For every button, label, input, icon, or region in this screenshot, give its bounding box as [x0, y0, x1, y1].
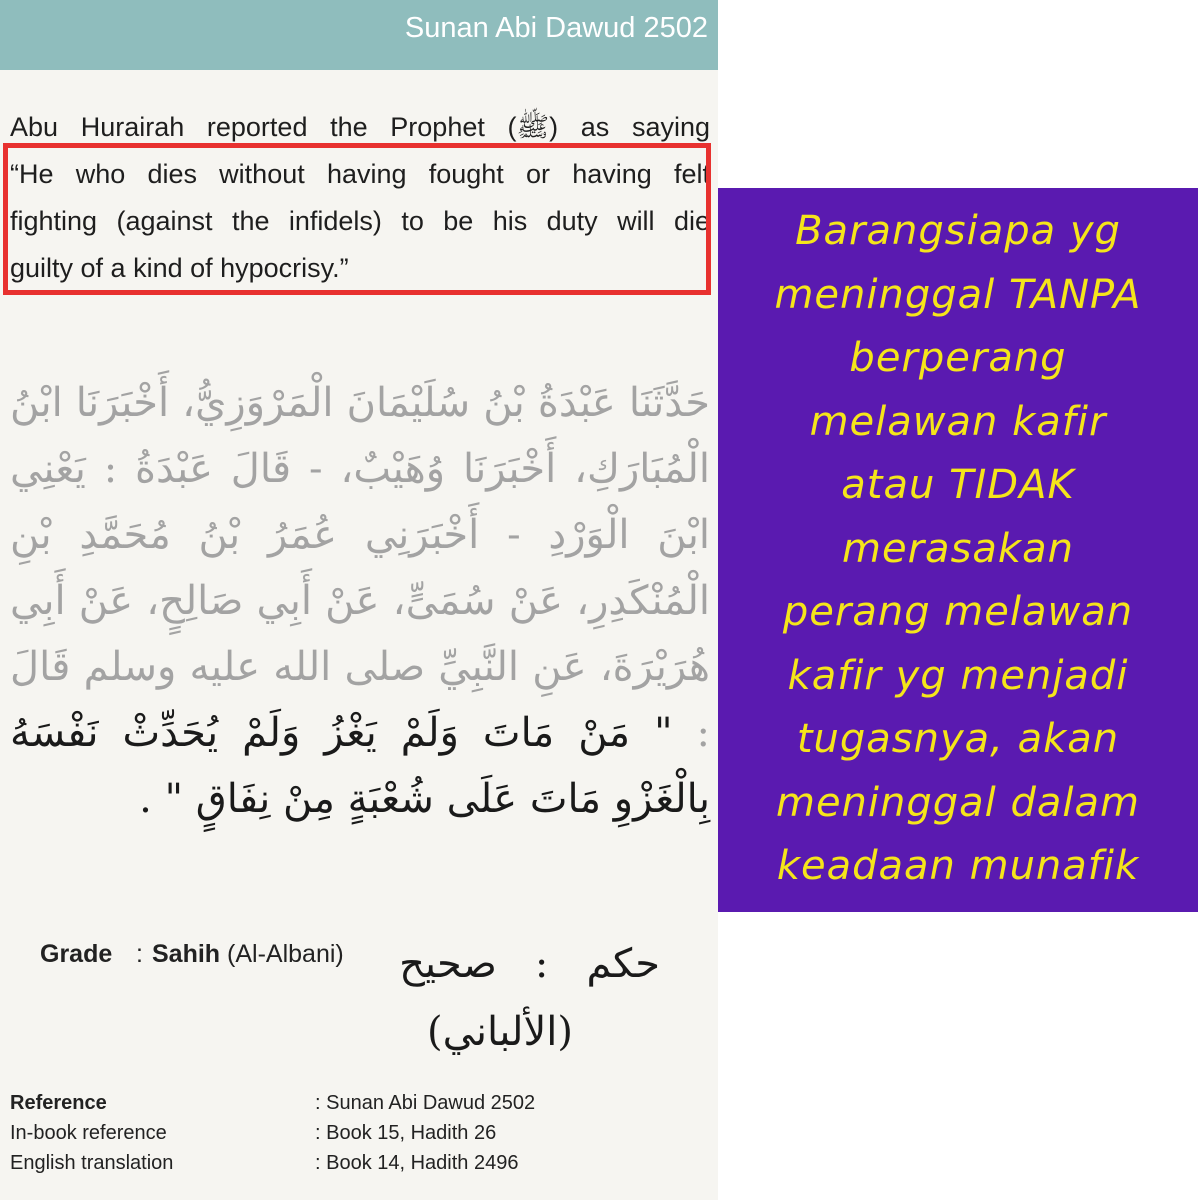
reference-value: : Book 14, Hadith 2496 [315, 1152, 519, 1174]
grade-value-bold: Sahih [152, 940, 221, 968]
grade-colon: : [136, 940, 143, 968]
reference-value: : Sunan Abi Dawud 2502 [315, 1092, 536, 1114]
reference-row [10, 1148, 710, 1178]
overlay-line: Barangsiapa yg [795, 208, 1121, 254]
grade-arabic [340, 930, 660, 1066]
grade-label: Grade [40, 940, 113, 968]
english-line: “He who dies without having fought or having felt [10, 159, 710, 189]
overlay-line: atau TIDAK [841, 462, 1075, 508]
english-line: Abu Hurairah reported the Prophet (ﷺ) as saying [10, 112, 711, 142]
overlay-line: tugasnya, akan [796, 716, 1120, 762]
overlay-line: melawan kafir [809, 398, 1107, 445]
reference-row [10, 1088, 710, 1118]
reference-row [10, 1118, 710, 1148]
highlight-box [3, 143, 711, 295]
english-line: guilty of a kind of hypocrisy.” [10, 253, 349, 283]
grade-arabic-line1: حكم : صحيح [399, 941, 660, 987]
reference-key: Reference [10, 1092, 107, 1114]
grade-value-rest: (Al-Albani) [220, 940, 344, 968]
grade-value [152, 940, 344, 969]
grade-arabic-line2: (الألباني) [426, 1009, 574, 1055]
references [10, 1088, 710, 1178]
overlay-line: perang melawan [782, 589, 1134, 635]
overlay-text [738, 200, 1178, 899]
overlay-line: berperang [849, 335, 1067, 381]
overlay-line: merasakan [842, 525, 1074, 572]
page-title: Sunan Abi Dawud 2502 [404, 12, 708, 44]
overlay-line: meninggal TANPA [774, 271, 1142, 318]
english-line: fighting (against the infidels) to be his duty will die [10, 206, 710, 236]
header-bar [0, 0, 718, 70]
arabic-text [10, 370, 710, 832]
reference-key: English translation [10, 1152, 174, 1174]
arabic-matn: " مَنْ مَاتَ وَلَمْ يَغْزُ وَلَمْ يُحَدِّثْ نَفْسَهُ بِالْغَزْوِ مَاتَ عَلَى شُعْبَةٍ مِنْ نِفَاقٍ " . [10, 710, 710, 822]
reference-value: : Book 15, Hadith 26 [315, 1122, 497, 1144]
overlay-line: meninggal dalam [775, 779, 1140, 826]
reference-key: In-book reference [10, 1122, 167, 1144]
overlay-line: kafir yg menjadi [787, 652, 1129, 699]
overlay-line: keadaan munafik [776, 843, 1140, 889]
translation-overlay [718, 188, 1198, 912]
arabic-narration: حَدَّثَنَا عَبْدَةُ بْنُ سُلَيْمَانَ الْمَرْوَزِيُّ، أَخْبَرَنَا ابْنُ الْمُبَارَكِ، أَخْبَرَنَا وُهَيْبٌ، - قَالَ عَبْدَةُ : يَعْنِي ابْنَ الْوَرْدِ - أَخْبَرَنِي عُمَرُ بْنُ مُحَمَّدِ بْنِ الْمُنْكَدِرِ، عَنْ سُمَىٍّ، عَنْ أَبِي صَالِحٍ، عَنْ أَبِي هُرَيْرَةَ، عَنِ النَّبِيِّ صلى الله عليه وسلم قَالَ : [10, 380, 710, 756]
